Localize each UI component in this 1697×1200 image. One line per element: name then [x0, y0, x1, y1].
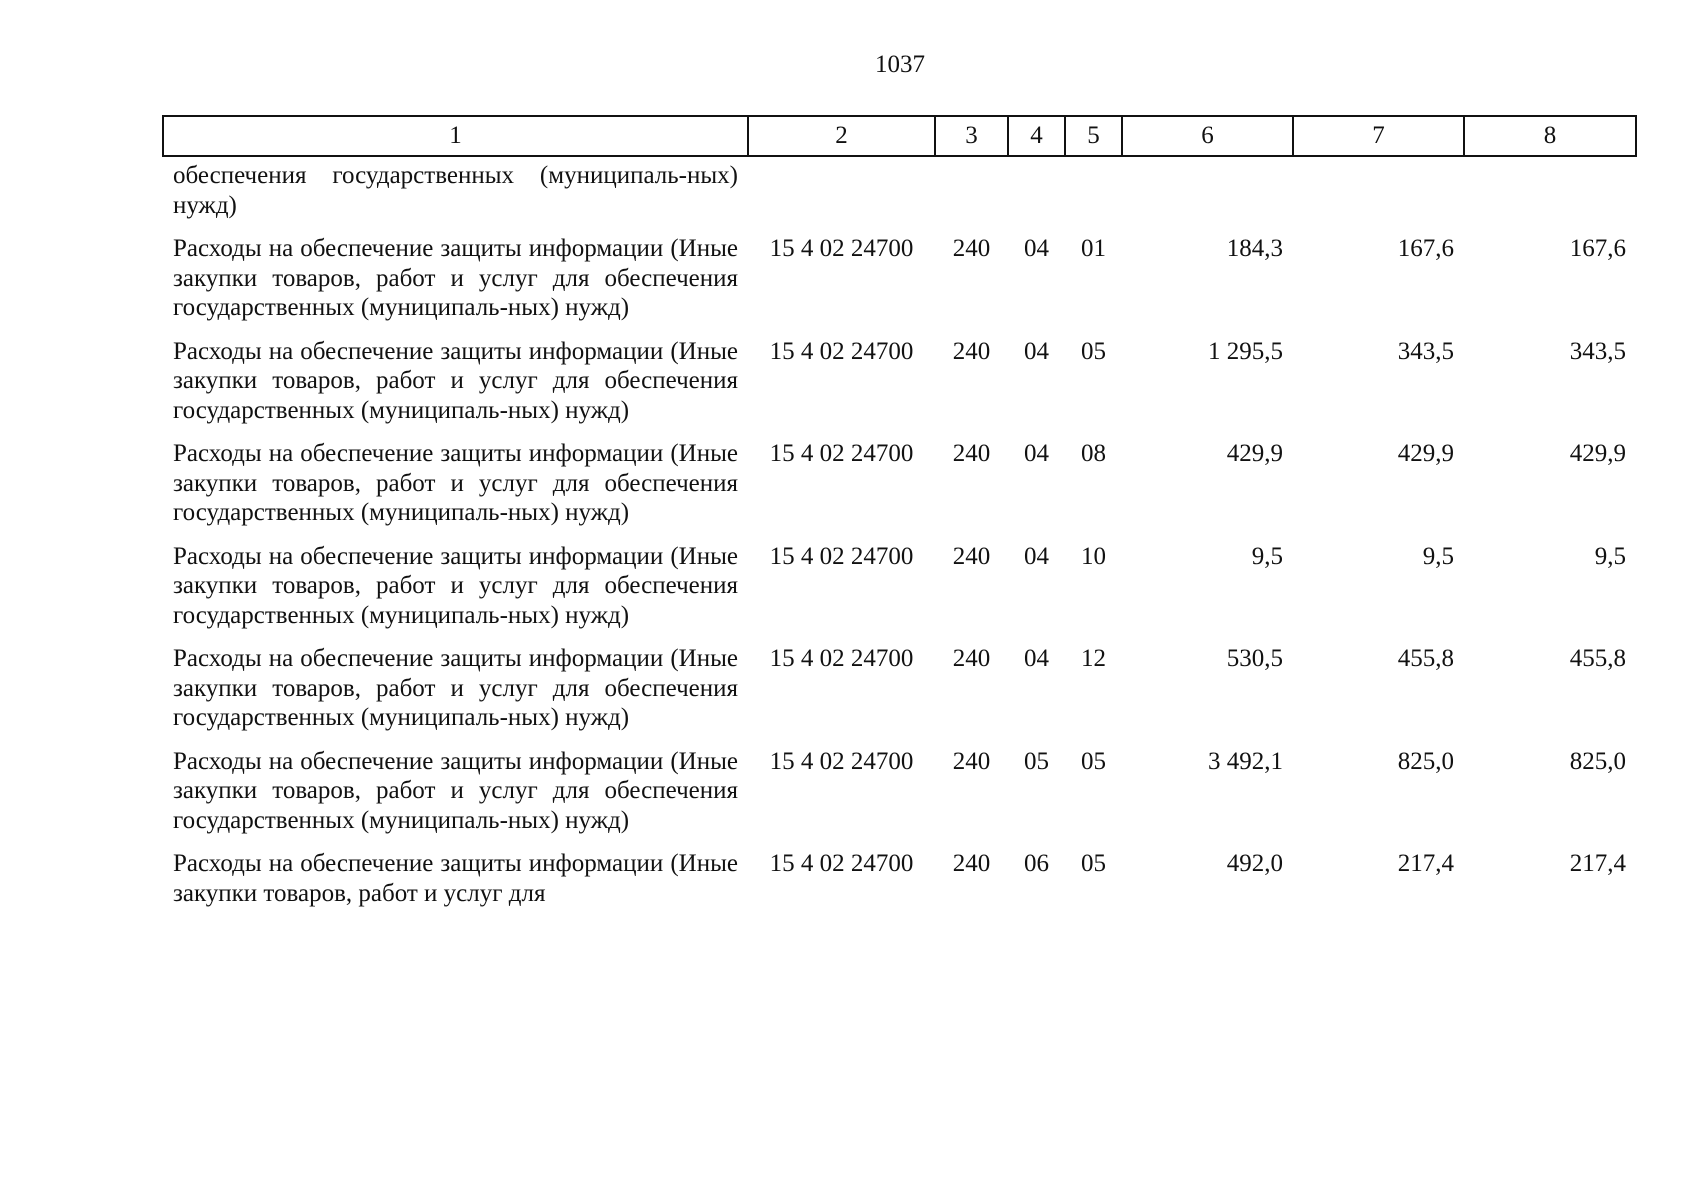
table-header [163, 116, 1636, 156]
table-row [163, 232, 1636, 335]
column-header-3: 3 [935, 116, 1008, 156]
row-section: 04 [1024, 645, 1049, 672]
row-value-8: 9,5 [1594, 542, 1626, 570]
row-target-code: 15 4 02 24700 [769, 645, 914, 672]
row-subsection: 05 [1081, 337, 1106, 365]
column-header-4: 4 [1008, 116, 1065, 156]
row-target-code: 15 4 02 24700 [769, 337, 914, 365]
row-section: 06 [1024, 850, 1049, 877]
row-value-7: 217,4 [1397, 850, 1454, 877]
row-target-code: 15 4 02 24700 [769, 747, 914, 775]
row-target-code: 15 4 02 24700 [769, 542, 914, 570]
row-value-8: 825,0 [1569, 747, 1626, 775]
row-value-7: 825,0 [1397, 747, 1454, 775]
row-description: Расходы на обеспечение защиты информации (Иные закупки товаров, работ и услуг для обеспечения государственных (муниципаль-ных) нужд) [173, 542, 738, 629]
row-value-6: 1 295,5 [1208, 337, 1283, 365]
row-value-8: 455,8 [1569, 645, 1626, 672]
budget-table [162, 115, 1637, 920]
row-value-7: 343,5 [1397, 337, 1454, 365]
row-target-code: 15 4 02 24700 [769, 235, 914, 262]
row-expense-type: 240 [952, 747, 991, 775]
column-header-2: 2 [748, 116, 935, 156]
row-target-code: 15 4 02 24700 [769, 440, 914, 467]
row-value-6: 530,5 [1226, 645, 1283, 672]
column-header-6: 6 [1122, 116, 1293, 156]
row-value-8: 217,4 [1569, 850, 1626, 877]
row-value-6: 429,9 [1226, 440, 1283, 467]
row-value-7: 9,5 [1422, 542, 1454, 570]
row-section: 04 [1024, 542, 1049, 570]
row-subsection: 05 [1081, 850, 1106, 877]
column-header-5: 5 [1065, 116, 1122, 156]
row-value-6: 9,5 [1251, 542, 1283, 570]
row-section: 05 [1024, 747, 1049, 775]
row-description: Расходы на обеспечение защиты информации (Иные закупки товаров, работ и услуг для обеспечения государственных (муниципаль-ных) нужд) [173, 337, 738, 424]
row-target-code: 15 4 02 24700 [769, 850, 914, 877]
column-header-7: 7 [1293, 116, 1464, 156]
column-header-8: 8 [1464, 116, 1636, 156]
row-subsection: 08 [1081, 440, 1106, 467]
table-row [163, 540, 1636, 643]
row-value-7: 429,9 [1397, 440, 1454, 467]
row-value-7: 167,6 [1397, 235, 1454, 262]
table-body [163, 156, 1636, 920]
row-subsection: 10 [1081, 542, 1106, 570]
row-description: Расходы на обеспечение защиты информации (Иные закупки товаров, работ и услуг для обеспечения государственных (муниципаль-ных) нужд) [173, 645, 738, 731]
row-section: 04 [1024, 235, 1049, 262]
row-value-6: 184,3 [1226, 235, 1283, 262]
column-header-1: 1 [163, 116, 748, 156]
table-row [163, 437, 1636, 540]
row-value-8: 343,5 [1569, 337, 1626, 365]
table-row [163, 642, 1636, 745]
row-value-8: 167,6 [1569, 235, 1626, 262]
row-description: Расходы на обеспечение защиты информации (Иные закупки товаров, работ и услуг для обеспечения государственных (муниципаль-ных) нужд) [173, 440, 738, 526]
row-expense-type: 240 [952, 235, 991, 262]
page-number: 1037 [875, 51, 925, 78]
table-row [163, 745, 1636, 848]
budget-table-container [162, 115, 1635, 920]
row-expense-type: 240 [952, 645, 991, 672]
row-description: Расходы на обеспечение защиты информации (Иные закупки товаров, работ и услуг для обеспечения государственных (муниципаль-ных) нужд) [173, 747, 738, 834]
row-expense-type: 240 [952, 542, 991, 570]
row-description: Расходы на обеспечение защиты информации (Иные закупки товаров, работ и услуг для обеспечения государственных (муниципаль-ных) нужд) [173, 235, 738, 321]
row-expense-type: 240 [952, 440, 991, 467]
row-description: Расходы на обеспечение защиты информации (Иные закупки товаров, работ и услуг для [173, 850, 738, 907]
row-value-6: 3 492,1 [1208, 747, 1283, 775]
continuation-description: обеспечения государственных (муниципаль-ных) нужд) [173, 162, 738, 219]
table-row [163, 847, 1636, 920]
row-subsection: 05 [1081, 747, 1106, 775]
row-section: 04 [1024, 337, 1049, 365]
row-value-6: 492,0 [1226, 850, 1283, 877]
row-section: 04 [1024, 440, 1049, 467]
row-subsection: 12 [1081, 645, 1106, 672]
continuation-row [163, 156, 1636, 232]
row-subsection: 01 [1081, 235, 1106, 262]
header-row [163, 116, 1636, 156]
row-expense-type: 240 [952, 337, 991, 365]
row-value-7: 455,8 [1397, 645, 1454, 672]
row-value-8: 429,9 [1569, 440, 1626, 467]
row-expense-type: 240 [952, 850, 991, 877]
table-row [163, 335, 1636, 438]
